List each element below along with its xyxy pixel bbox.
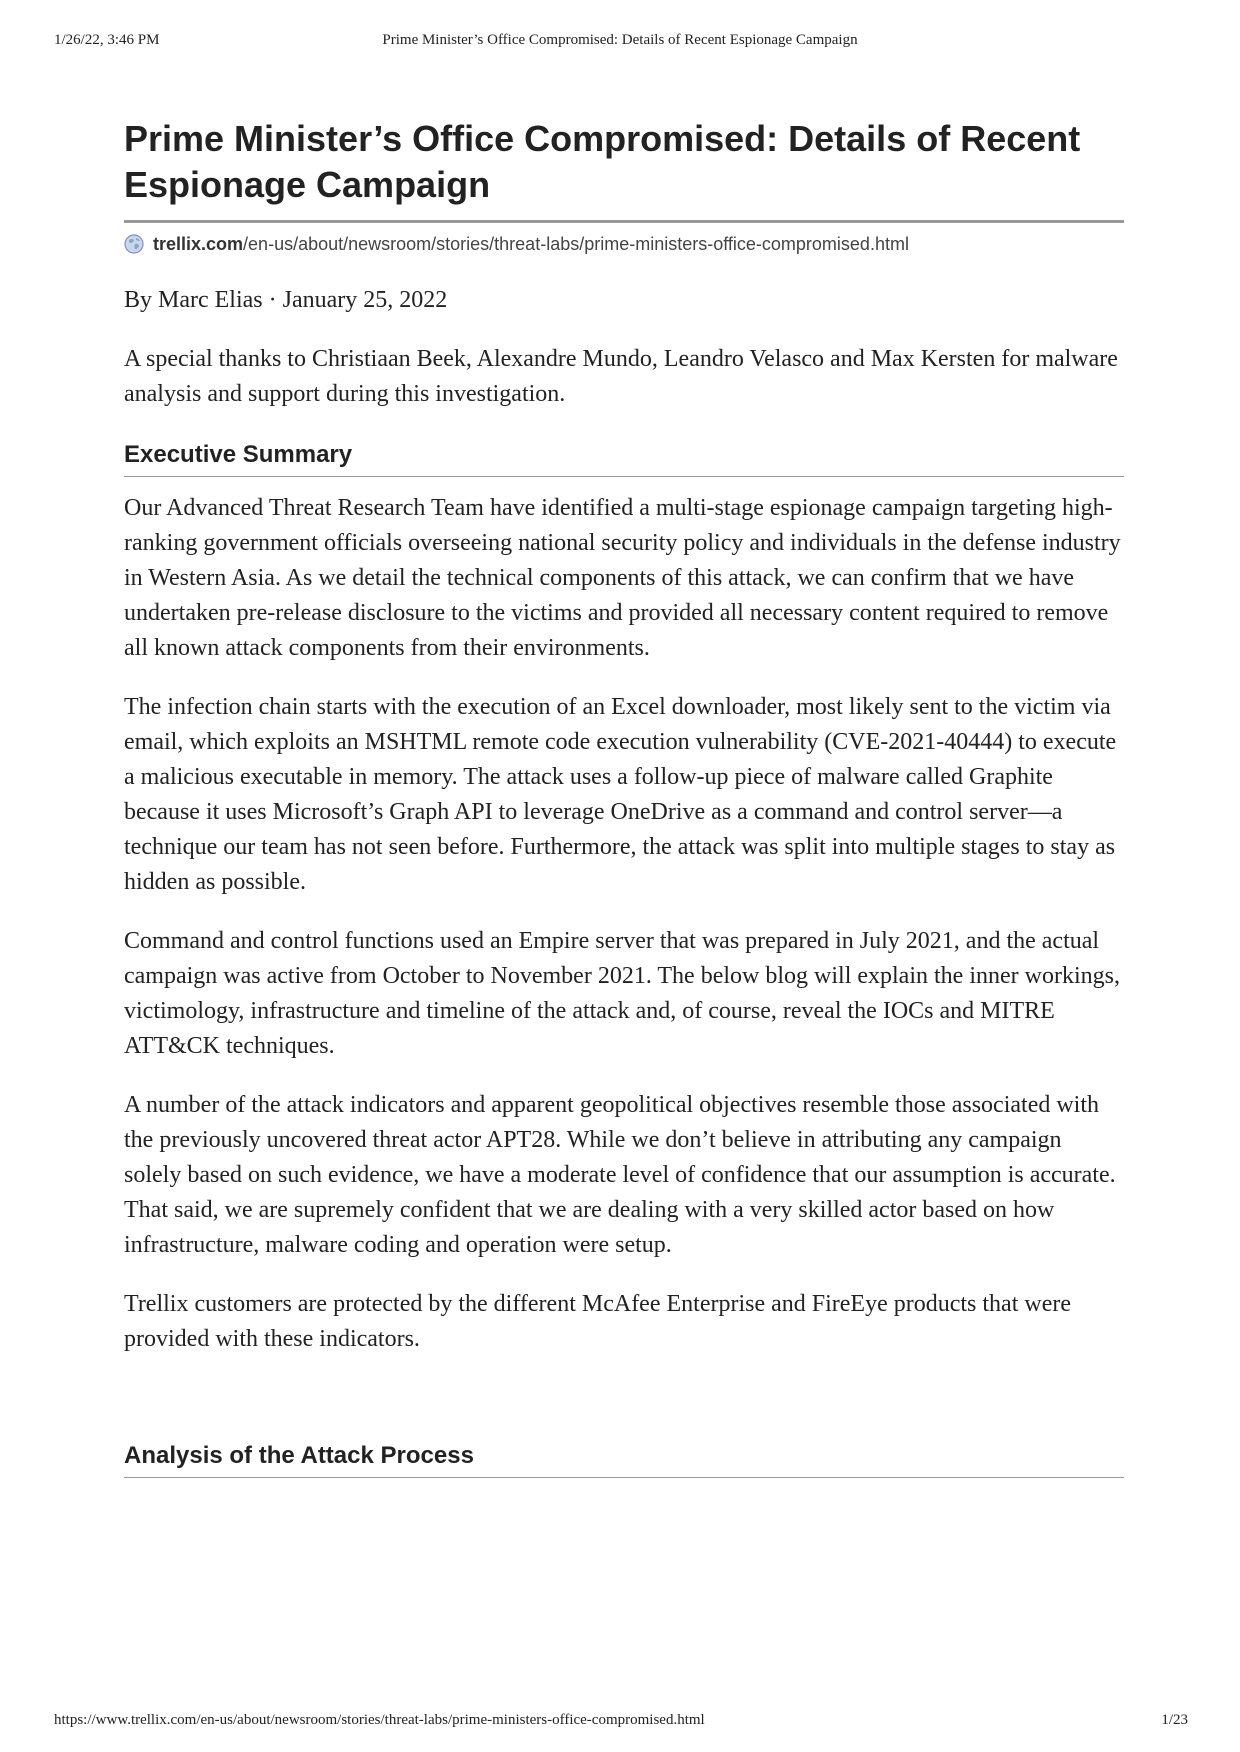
print-header <box>0 32 1240 52</box>
analysis-heading: Analysis of the Attack Process <box>124 1441 1124 1478</box>
source-domain[interactable]: trellix.com <box>153 233 244 254</box>
summary-paragraph: Our Advanced Threat Research Team have identified a multi-stage espionage campaign targeting high-ranking government officials overseeing national security policy and individuals in the defense industry in Western Asia. As we detail the technical components of this attack, we can confirm that we have undertaken pre-release disclosure to the victims and provided all necessary content required to remove all known attack components from their environments. <box>124 495 1121 661</box>
print-datetime: 1/26/22, 3:46 PM <box>54 32 160 48</box>
attribution-paragraph: A number of the attack indicators and apparent geopolitical objectives resemble those associated with the previously uncovered threat actor APT28. While we don’t believe in attributing any campaign solely based on such evidence, we have a moderate level of confidence that our assumption is accurate. That said, we are supremely confident that we are dealing with a very skilled actor based on how infrastructure, malware coding and operation were setup. <box>124 1092 1116 1258</box>
source-path[interactable]: /en-us/about/newsroom/stories/threat-labs/prime-ministers-office-compromised.html <box>243 233 909 254</box>
byline: By Marc Elias · January 25, 2022 <box>124 287 448 313</box>
print-footer <box>0 1712 1240 1732</box>
print-page-title: Prime Minister’s Office Compromised: Details of Recent Espionage Campaign <box>382 32 858 48</box>
print-page-number: 1/23 <box>1161 1712 1188 1728</box>
thanks-paragraph: A special thanks to Christiaan Beek, Alexandre Mundo, Leandro Velasco and Max Kersten for malware analysis and support during this investigation. <box>124 346 1118 407</box>
article-title: Prime Minister’s Office Compromised: Details of Recent Espionage Campaign <box>124 118 1081 205</box>
print-url: https://www.trellix.com/en-us/about/newsroom/stories/threat-labs/prime-ministers-office-compromised.html <box>54 1712 705 1728</box>
article <box>124 112 1124 1478</box>
infection-chain-paragraph: The infection chain starts with the execution of an Excel downloader, most likely sent to the victim via email, which exploits an MSHTML remote code execution vulnerability (CVE-2021-40444) to execute a malicious executable in memory. The attack uses a follow-up piece of malware called Graphite because it uses Microsoft’s Graph API to leverage OneDrive as a command and control server—a technique our team has not seen before. Furthermore, the attack was split into multiple stages to stay as hidden as possible. <box>124 694 1117 895</box>
globe-icon <box>124 234 144 254</box>
executive-summary-heading: Executive Summary <box>124 440 1124 477</box>
protection-paragraph: Trellix customers are protected by the different McAfee Enterprise and FireEye products that were provided with these indicators. <box>124 1291 1072 1352</box>
command-control-paragraph: Command and control functions used an Empire server that was prepared in July 2021, and the actual campaign was active from October to November 2021. The below blog will explain the inner workings, victimology, infrastructure and timeline of the attack and, of course, reveal the IOCs and MITRE ATT&CK techniques. <box>124 928 1120 1059</box>
source-link[interactable] <box>124 233 1124 255</box>
title-divider <box>124 220 1124 223</box>
